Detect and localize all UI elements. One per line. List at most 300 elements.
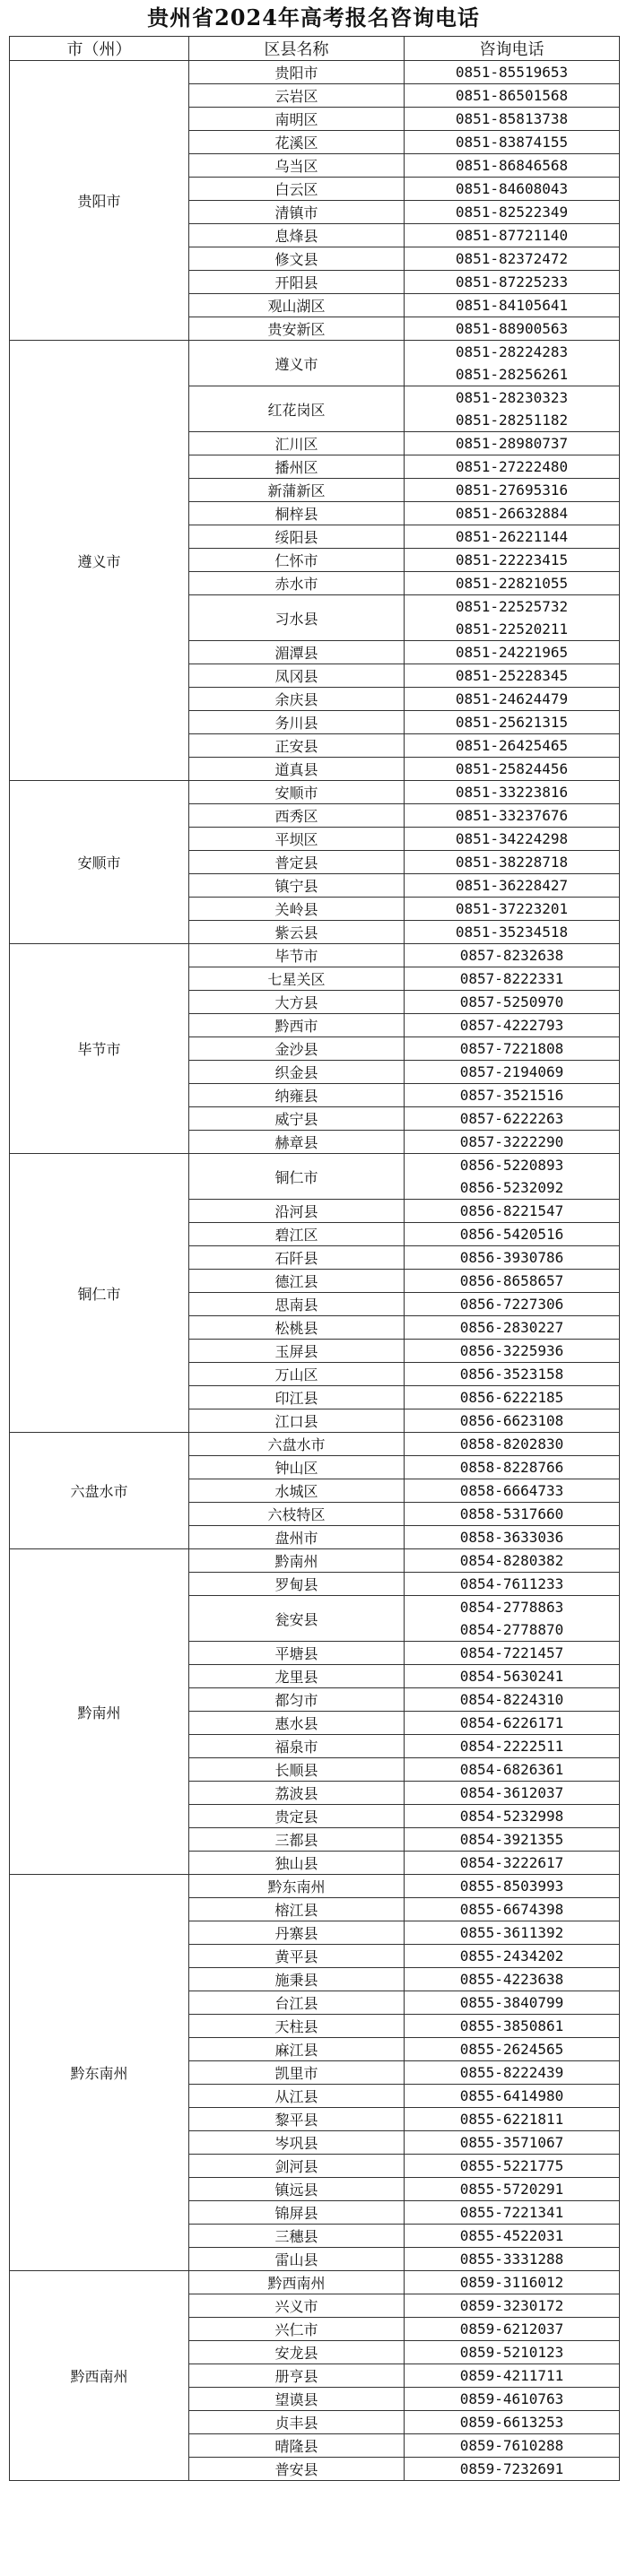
phone-cell bbox=[405, 734, 620, 758]
phone-cell bbox=[405, 2085, 620, 2108]
phone-cell bbox=[405, 294, 620, 317]
phone-cell bbox=[405, 1573, 620, 1596]
district-name-cell: 播州区 bbox=[189, 455, 405, 479]
phone-number: 0851-27695316 bbox=[455, 481, 569, 499]
phone-cell bbox=[405, 2411, 620, 2434]
phone-number: 0851-37223201 bbox=[455, 900, 569, 917]
phone-number: 0857-8222331 bbox=[459, 970, 564, 987]
district-name-cell: 普定县 bbox=[189, 851, 405, 874]
district-name-cell: 天柱县 bbox=[189, 2015, 405, 2038]
district-name-cell: 福泉市 bbox=[189, 1735, 405, 1758]
phone-cell bbox=[405, 1828, 620, 1852]
district-name-cell: 瓮安县 bbox=[189, 1596, 405, 1642]
header-phone: 咨询电话 bbox=[405, 37, 620, 61]
phone-number: 0854-5630241 bbox=[459, 1668, 564, 1685]
phone-cell bbox=[405, 781, 620, 804]
phone-number: 0854-3921355 bbox=[459, 1831, 564, 1848]
phone-cell bbox=[405, 1200, 620, 1223]
district-name-cell: 榕江县 bbox=[189, 1898, 405, 1921]
phone-cell bbox=[405, 758, 620, 781]
phone-cell bbox=[405, 1665, 620, 1688]
phone-number: 0851-84105641 bbox=[455, 297, 569, 314]
phone-number: 0851-26632884 bbox=[455, 505, 569, 522]
phone-number: 0859-3230172 bbox=[459, 2297, 564, 2314]
district-name-cell: 普安县 bbox=[189, 2458, 405, 2481]
phone-cell bbox=[405, 2015, 620, 2038]
phone-cell bbox=[405, 851, 620, 874]
phone-cell bbox=[405, 2458, 620, 2481]
district-name-cell: 贵阳市 bbox=[189, 61, 405, 84]
phone-number: 0857-7221808 bbox=[459, 1040, 564, 1057]
district-name-cell: 台江县 bbox=[189, 1991, 405, 2015]
phone-cell bbox=[405, 2318, 620, 2341]
phone-cell bbox=[405, 1852, 620, 1875]
phone-cell bbox=[405, 1223, 620, 1246]
district-name-cell: 铜仁市 bbox=[189, 1154, 405, 1200]
phone-cell bbox=[405, 828, 620, 851]
phone-cell bbox=[405, 131, 620, 154]
city-name-cell: 遵义市 bbox=[10, 341, 189, 781]
phone-number: 0851-33237676 bbox=[455, 807, 569, 824]
district-name-cell: 贞丰县 bbox=[189, 2411, 405, 2434]
phone-number: 0855-3331288 bbox=[459, 2251, 564, 2268]
district-name-cell: 道真县 bbox=[189, 758, 405, 781]
phone-number: 0851-85519653 bbox=[455, 64, 569, 81]
phone-number: 0858-8202830 bbox=[459, 1435, 564, 1453]
phone-number: 0851-86501568 bbox=[455, 87, 569, 104]
phone-cell bbox=[405, 1456, 620, 1479]
phone-number: 0855-6414980 bbox=[459, 2087, 564, 2104]
district-name-cell: 镇远县 bbox=[189, 2178, 405, 2201]
table-row bbox=[10, 1549, 620, 1573]
district-name-cell: 关岭县 bbox=[189, 898, 405, 921]
district-name-cell: 锦屏县 bbox=[189, 2201, 405, 2225]
phone-number: 0859-4211711 bbox=[459, 2367, 564, 2384]
phone-number: 0855-8222439 bbox=[459, 2064, 564, 2081]
district-name-cell: 兴义市 bbox=[189, 2294, 405, 2318]
phone-cell bbox=[405, 1084, 620, 1107]
district-name-cell: 仁怀市 bbox=[189, 549, 405, 572]
phone-number: 0855-4522031 bbox=[459, 2227, 564, 2244]
district-name-cell: 施秉县 bbox=[189, 1968, 405, 1991]
phone-number: 0851-28256261 bbox=[455, 366, 569, 383]
phone-cell bbox=[405, 2061, 620, 2085]
district-name-cell: 德江县 bbox=[189, 1270, 405, 1293]
phone-cell bbox=[405, 271, 620, 294]
phone-cell bbox=[405, 1131, 620, 1154]
district-name-cell: 正安县 bbox=[189, 734, 405, 758]
district-name-cell: 赫章县 bbox=[189, 1131, 405, 1154]
phone-number: 0851-84608043 bbox=[455, 180, 569, 197]
phone-number: 0854-7221457 bbox=[459, 1644, 564, 1661]
phone-cell bbox=[405, 1409, 620, 1433]
phone-number: 0855-4223638 bbox=[459, 1971, 564, 1988]
table-row bbox=[10, 944, 620, 967]
phone-cell bbox=[405, 1363, 620, 1386]
table-header-row bbox=[10, 37, 620, 61]
phone-cell bbox=[405, 2271, 620, 2294]
phone-cell bbox=[405, 2341, 620, 2364]
district-name-cell: 平坝区 bbox=[189, 828, 405, 851]
phone-number: 0854-3222617 bbox=[459, 1854, 564, 1871]
phone-number: 0851-88900563 bbox=[455, 320, 569, 337]
phone-number: 0851-28251182 bbox=[455, 412, 569, 429]
district-name-cell: 七星关区 bbox=[189, 967, 405, 991]
district-name-cell: 三都县 bbox=[189, 1828, 405, 1852]
phone-number: 0854-7611233 bbox=[459, 1575, 564, 1592]
phone-number: 0859-7232691 bbox=[459, 2460, 564, 2477]
phone-number: 0854-5232998 bbox=[459, 1808, 564, 1825]
phone-cell bbox=[405, 641, 620, 664]
district-name-cell: 西秀区 bbox=[189, 804, 405, 828]
district-name-cell: 金沙县 bbox=[189, 1037, 405, 1061]
page-title: 贵州省2024年高考报名咨询电话 bbox=[147, 4, 480, 30]
phone-cell bbox=[405, 1154, 620, 1200]
table-row bbox=[10, 1154, 620, 1200]
phone-number: 0851-28230323 bbox=[455, 389, 569, 406]
phone-cell bbox=[405, 1433, 620, 1456]
phone-cell bbox=[405, 1340, 620, 1363]
phone-number: 0854-2222511 bbox=[459, 1738, 564, 1755]
district-name-cell: 贵安新区 bbox=[189, 317, 405, 341]
phone-cell bbox=[405, 201, 620, 224]
phone-cell bbox=[405, 944, 620, 967]
district-name-cell: 玉屏县 bbox=[189, 1340, 405, 1363]
phone-cell bbox=[405, 525, 620, 549]
phone-cell bbox=[405, 2434, 620, 2458]
phone-cell bbox=[405, 549, 620, 572]
header-city: 市（州） bbox=[10, 37, 189, 61]
phone-number: 0855-5720291 bbox=[459, 2181, 564, 2198]
phone-cell bbox=[405, 1037, 620, 1061]
phone-cell bbox=[405, 1712, 620, 1735]
district-name-cell: 水城区 bbox=[189, 1479, 405, 1503]
district-name-cell: 凯里市 bbox=[189, 2061, 405, 2085]
phone-number: 0855-3611392 bbox=[459, 1924, 564, 1941]
phone-cell bbox=[405, 2178, 620, 2201]
district-name-cell: 清镇市 bbox=[189, 201, 405, 224]
phone-cell bbox=[405, 341, 620, 386]
phone-cell bbox=[405, 178, 620, 201]
phone-cell bbox=[405, 1805, 620, 1828]
district-name-cell: 钟山区 bbox=[189, 1456, 405, 1479]
city-name-cell: 黔南州 bbox=[10, 1549, 189, 1875]
phone-cell bbox=[405, 1479, 620, 1503]
phone-number: 0851-34224298 bbox=[455, 830, 569, 847]
district-name-cell: 六盘水市 bbox=[189, 1433, 405, 1456]
district-name-cell: 龙里县 bbox=[189, 1665, 405, 1688]
district-name-cell: 黔东南州 bbox=[189, 1875, 405, 1898]
district-name-cell: 碧江区 bbox=[189, 1223, 405, 1246]
phone-cell bbox=[405, 317, 620, 341]
phone-number: 0859-6613253 bbox=[459, 2414, 564, 2431]
district-name-cell: 桐梓县 bbox=[189, 502, 405, 525]
phone-cell bbox=[405, 688, 620, 711]
district-name-cell: 黔西南州 bbox=[189, 2271, 405, 2294]
district-name-cell: 兴仁市 bbox=[189, 2318, 405, 2341]
phone-cell bbox=[405, 2225, 620, 2248]
phone-number: 0858-6664733 bbox=[459, 1482, 564, 1499]
phone-cell bbox=[405, 224, 620, 247]
district-name-cell: 观山湖区 bbox=[189, 294, 405, 317]
phone-number: 0856-5220893 bbox=[459, 1157, 564, 1174]
phone-number: 0856-3523158 bbox=[459, 1366, 564, 1383]
phone-number: 0856-6623108 bbox=[459, 1412, 564, 1429]
phone-number: 0859-6212037 bbox=[459, 2320, 564, 2337]
header-district: 区县名称 bbox=[189, 37, 405, 61]
phone-cell bbox=[405, 1107, 620, 1131]
phone-cell bbox=[405, 1991, 620, 2015]
district-name-cell: 都匀市 bbox=[189, 1688, 405, 1712]
table-row bbox=[10, 341, 620, 386]
phone-number: 0856-7227306 bbox=[459, 1296, 564, 1313]
phone-number: 0854-3612037 bbox=[459, 1784, 564, 1801]
district-name-cell: 织金县 bbox=[189, 1061, 405, 1084]
district-name-cell: 习水县 bbox=[189, 595, 405, 641]
city-name-cell: 六盘水市 bbox=[10, 1433, 189, 1549]
phone-number: 0851-25621315 bbox=[455, 714, 569, 731]
district-name-cell: 黄平县 bbox=[189, 1945, 405, 1968]
phone-number: 0857-8232638 bbox=[459, 947, 564, 964]
phone-cell bbox=[405, 1386, 620, 1409]
district-name-cell: 安顺市 bbox=[189, 781, 405, 804]
district-name-cell: 江口县 bbox=[189, 1409, 405, 1433]
phone-number: 0851-22525732 bbox=[455, 598, 569, 615]
phone-number: 0857-3222290 bbox=[459, 1133, 564, 1150]
phone-number: 0851-87225233 bbox=[455, 273, 569, 291]
phone-number: 0851-25824456 bbox=[455, 760, 569, 777]
district-name-cell: 晴隆县 bbox=[189, 2434, 405, 2458]
phone-cell bbox=[405, 247, 620, 271]
phone-cell bbox=[405, 1014, 620, 1037]
phone-number: 0851-25228345 bbox=[455, 667, 569, 684]
phone-cell bbox=[405, 1968, 620, 1991]
district-name-cell: 湄潭县 bbox=[189, 641, 405, 664]
city-name-cell: 贵阳市 bbox=[10, 61, 189, 341]
phone-number: 0859-4610763 bbox=[459, 2390, 564, 2407]
phone-cell bbox=[405, 1549, 620, 1573]
district-name-cell: 黔南州 bbox=[189, 1549, 405, 1573]
phone-cell bbox=[405, 432, 620, 455]
district-name-cell: 惠水县 bbox=[189, 1712, 405, 1735]
phone-cell bbox=[405, 664, 620, 688]
phone-number: 0856-5420516 bbox=[459, 1226, 564, 1243]
phone-cell bbox=[405, 804, 620, 828]
phone-cell bbox=[405, 2131, 620, 2155]
phone-number: 0859-3116012 bbox=[459, 2274, 564, 2291]
phone-number: 0851-22821055 bbox=[455, 575, 569, 592]
phone-number: 0854-8224310 bbox=[459, 1691, 564, 1708]
phone-number: 0854-6826361 bbox=[459, 1761, 564, 1778]
phone-number: 0857-3521516 bbox=[459, 1087, 564, 1104]
phone-number: 0856-5232092 bbox=[459, 1179, 564, 1196]
phone-cell bbox=[405, 386, 620, 432]
phone-number: 0856-8658657 bbox=[459, 1272, 564, 1289]
district-name-cell: 沿河县 bbox=[189, 1200, 405, 1223]
district-name-cell: 威宁县 bbox=[189, 1107, 405, 1131]
district-name-cell: 赤水市 bbox=[189, 572, 405, 595]
phone-number: 0851-82372472 bbox=[455, 250, 569, 267]
phone-cell bbox=[405, 1526, 620, 1549]
district-name-cell: 大方县 bbox=[189, 991, 405, 1014]
phone-number: 0855-6674398 bbox=[459, 1901, 564, 1918]
phone-cell bbox=[405, 2108, 620, 2131]
district-name-cell: 盘州市 bbox=[189, 1526, 405, 1549]
district-name-cell: 汇川区 bbox=[189, 432, 405, 455]
district-name-cell: 绥阳县 bbox=[189, 525, 405, 549]
phone-number: 0856-3930786 bbox=[459, 1249, 564, 1266]
table-row bbox=[10, 61, 620, 84]
phone-number: 0857-2194069 bbox=[459, 1063, 564, 1080]
city-name-cell: 黔西南州 bbox=[10, 2271, 189, 2481]
phone-cell bbox=[405, 1898, 620, 1921]
phone-cell bbox=[405, 967, 620, 991]
table-row bbox=[10, 2271, 620, 2294]
district-name-cell: 乌当区 bbox=[189, 154, 405, 178]
phone-table bbox=[9, 36, 620, 2481]
district-name-cell: 望谟县 bbox=[189, 2388, 405, 2411]
district-name-cell: 南明区 bbox=[189, 108, 405, 131]
district-name-cell: 红花岗区 bbox=[189, 386, 405, 432]
district-name-cell: 遵义市 bbox=[189, 341, 405, 386]
district-name-cell: 纳雍县 bbox=[189, 1084, 405, 1107]
district-name-cell: 务川县 bbox=[189, 711, 405, 734]
phone-cell bbox=[405, 898, 620, 921]
district-name-cell: 平塘县 bbox=[189, 1642, 405, 1665]
phone-cell bbox=[405, 2155, 620, 2178]
phone-number: 0857-6222263 bbox=[459, 1110, 564, 1127]
phone-number: 0851-24221965 bbox=[455, 644, 569, 661]
phone-cell bbox=[405, 921, 620, 944]
phone-cell bbox=[405, 2364, 620, 2388]
phone-number: 0857-4222793 bbox=[459, 1017, 564, 1034]
table-body bbox=[10, 61, 620, 2481]
phone-cell bbox=[405, 2038, 620, 2061]
city-name-cell: 毕节市 bbox=[10, 944, 189, 1154]
phone-cell bbox=[405, 1758, 620, 1782]
phone-cell bbox=[405, 1735, 620, 1758]
district-name-cell: 长顺县 bbox=[189, 1758, 405, 1782]
phone-number: 0851-82522349 bbox=[455, 204, 569, 221]
city-name-cell: 安顺市 bbox=[10, 781, 189, 944]
district-name-cell: 黔西市 bbox=[189, 1014, 405, 1037]
district-name-cell: 开阳县 bbox=[189, 271, 405, 294]
phone-cell bbox=[405, 874, 620, 898]
phone-number: 0858-8228766 bbox=[459, 1459, 564, 1476]
city-name-cell: 黔东南州 bbox=[10, 1875, 189, 2271]
phone-cell bbox=[405, 479, 620, 502]
phone-cell bbox=[405, 154, 620, 178]
phone-cell bbox=[405, 108, 620, 131]
phone-number: 0858-3633036 bbox=[459, 1529, 564, 1546]
district-name-cell: 新蒲新区 bbox=[189, 479, 405, 502]
district-name-cell: 紫云县 bbox=[189, 921, 405, 944]
phone-number: 0851-26425465 bbox=[455, 737, 569, 754]
phone-cell bbox=[405, 2388, 620, 2411]
phone-number: 0856-2830227 bbox=[459, 1319, 564, 1336]
phone-number: 0851-26221144 bbox=[455, 528, 569, 545]
phone-number: 0851-86846568 bbox=[455, 157, 569, 174]
phone-number: 0851-85813738 bbox=[455, 110, 569, 127]
district-name-cell: 独山县 bbox=[189, 1852, 405, 1875]
district-name-cell: 修文县 bbox=[189, 247, 405, 271]
district-name-cell: 丹寨县 bbox=[189, 1921, 405, 1945]
district-name-cell: 从江县 bbox=[189, 2085, 405, 2108]
table-row bbox=[10, 1875, 620, 1898]
phone-cell bbox=[405, 1945, 620, 1968]
phone-cell bbox=[405, 1316, 620, 1340]
district-name-cell: 镇宁县 bbox=[189, 874, 405, 898]
district-name-cell: 六枝特区 bbox=[189, 1503, 405, 1526]
phone-number: 0854-2778863 bbox=[459, 1599, 564, 1616]
district-name-cell: 册亨县 bbox=[189, 2364, 405, 2388]
phone-cell bbox=[405, 1293, 620, 1316]
phone-number: 0856-6222185 bbox=[459, 1389, 564, 1406]
district-name-cell: 凤冈县 bbox=[189, 664, 405, 688]
district-name-cell: 黎平县 bbox=[189, 2108, 405, 2131]
phone-number: 0854-2778870 bbox=[459, 1621, 564, 1638]
district-name-cell: 三穗县 bbox=[189, 2225, 405, 2248]
district-name-cell: 安龙县 bbox=[189, 2341, 405, 2364]
phone-number: 0859-5210123 bbox=[459, 2344, 564, 2361]
phone-cell bbox=[405, 502, 620, 525]
district-name-cell: 雷山县 bbox=[189, 2248, 405, 2271]
phone-number: 0854-8280382 bbox=[459, 1552, 564, 1569]
phone-cell bbox=[405, 1246, 620, 1270]
phone-number: 0856-3225936 bbox=[459, 1342, 564, 1359]
district-name-cell: 松桃县 bbox=[189, 1316, 405, 1340]
phone-number: 0857-5250970 bbox=[459, 993, 564, 1010]
phone-number: 0855-8503993 bbox=[459, 1878, 564, 1895]
district-name-cell: 万山区 bbox=[189, 1363, 405, 1386]
phone-number: 0851-35234518 bbox=[455, 924, 569, 941]
district-name-cell: 罗甸县 bbox=[189, 1573, 405, 1596]
district-name-cell: 剑河县 bbox=[189, 2155, 405, 2178]
district-name-cell: 印江县 bbox=[189, 1386, 405, 1409]
phone-cell bbox=[405, 1270, 620, 1293]
phone-number: 0851-22520211 bbox=[455, 620, 569, 637]
phone-cell bbox=[405, 1688, 620, 1712]
phone-number: 0851-36228427 bbox=[455, 877, 569, 894]
district-name-cell: 余庆县 bbox=[189, 688, 405, 711]
phone-cell bbox=[405, 2294, 620, 2318]
phone-number: 0855-6221811 bbox=[459, 2111, 564, 2128]
phone-cell bbox=[405, 1921, 620, 1945]
phone-cell bbox=[405, 2248, 620, 2271]
phone-cell bbox=[405, 991, 620, 1014]
table-row bbox=[10, 1433, 620, 1456]
phone-cell bbox=[405, 1782, 620, 1805]
phone-cell bbox=[405, 1596, 620, 1642]
district-name-cell: 思南县 bbox=[189, 1293, 405, 1316]
district-name-cell: 毕节市 bbox=[189, 944, 405, 967]
phone-number: 0851-83874155 bbox=[455, 134, 569, 151]
district-name-cell: 花溪区 bbox=[189, 131, 405, 154]
district-name-cell: 麻江县 bbox=[189, 2038, 405, 2061]
district-name-cell: 荔波县 bbox=[189, 1782, 405, 1805]
phone-cell bbox=[405, 455, 620, 479]
district-name-cell: 云岩区 bbox=[189, 84, 405, 108]
phone-number: 0855-3850861 bbox=[459, 2017, 564, 2034]
phone-number: 0855-5221775 bbox=[459, 2157, 564, 2174]
phone-number: 0851-24624479 bbox=[455, 690, 569, 707]
phone-number: 0855-3571067 bbox=[459, 2134, 564, 2151]
phone-cell bbox=[405, 572, 620, 595]
phone-cell bbox=[405, 1642, 620, 1665]
phone-cell bbox=[405, 1061, 620, 1084]
phone-cell bbox=[405, 84, 620, 108]
district-name-cell: 岑巩县 bbox=[189, 2131, 405, 2155]
